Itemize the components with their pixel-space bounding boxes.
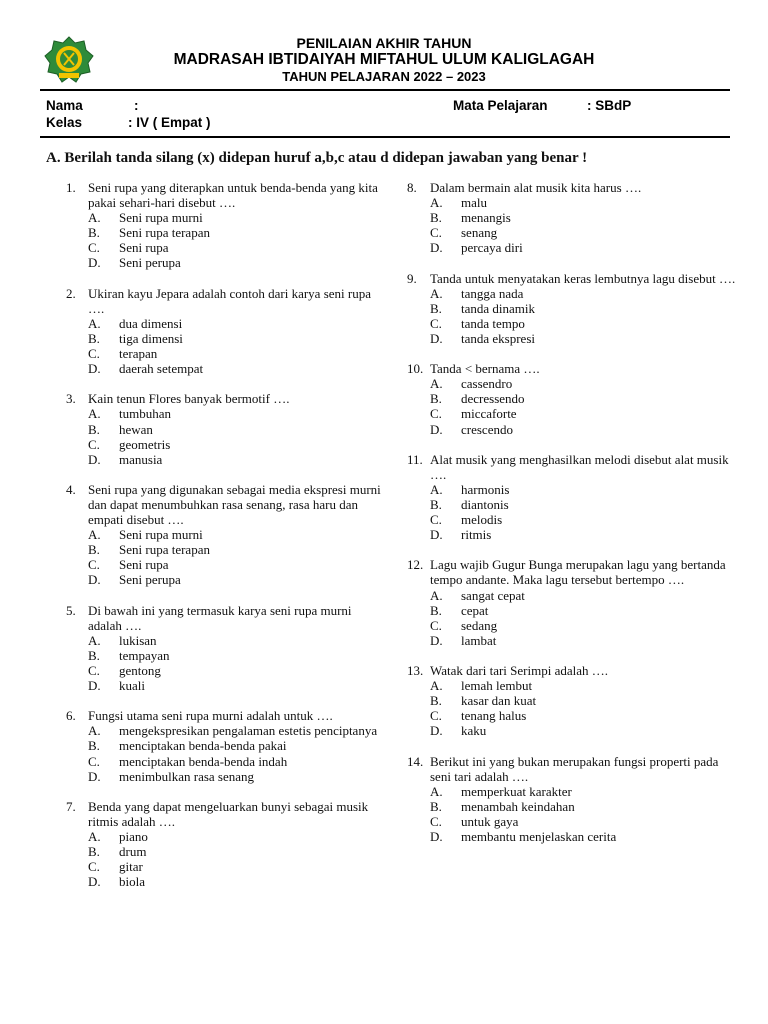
question-text: Watak dari tari Serimpi adalah ….: [430, 663, 609, 678]
option-text: tanda ekspresi: [461, 330, 536, 346]
option-text: tumbuhan: [119, 406, 171, 422]
question-text: Ukiran kayu Jepara adalah contoh dari karya seni rupa ….: [88, 285, 371, 316]
option-text: lemah lembut: [461, 678, 533, 694]
answer-option-d[interactable]: [88, 572, 386, 587]
answer-option-c[interactable]: [88, 859, 386, 874]
option-text: diantonis: [461, 496, 509, 512]
option-letter: C.: [88, 753, 100, 769]
option-letter: D.: [430, 829, 443, 845]
option-text: dua dimensi: [119, 315, 183, 331]
option-text: daerah setempat: [119, 361, 204, 377]
exam-title: PENILAIAN AKHIR TAHUN: [296, 35, 472, 51]
answer-option-d[interactable]: [430, 331, 737, 346]
answer-option-a[interactable]: [430, 678, 737, 693]
answer-option-b[interactable]: [88, 331, 386, 346]
option-letter: D.: [88, 451, 101, 467]
option-text: kuali: [119, 678, 145, 694]
option-letter: B.: [88, 647, 100, 663]
option-letter: C.: [88, 346, 100, 362]
question-14: [407, 754, 737, 845]
option-letter: A.: [430, 285, 443, 301]
option-letter: D.: [430, 421, 443, 437]
option-text: tiga dimensi: [119, 330, 183, 346]
question-number: 9.: [407, 270, 417, 286]
option-letter: A.: [88, 315, 101, 331]
answer-option-d[interactable]: [88, 769, 386, 784]
academic-year: TAHUN PELAJARAN 2022 – 2023: [282, 69, 486, 84]
question-2: [66, 286, 386, 377]
question-1: [66, 180, 386, 271]
option-letter: B.: [430, 602, 442, 618]
option-letter: C.: [430, 813, 442, 829]
answer-option-d[interactable]: [88, 255, 386, 270]
option-text: memperkuat karakter: [461, 783, 572, 799]
option-text: cassendro: [461, 376, 513, 392]
answer-option-b[interactable]: [430, 497, 737, 512]
answer-option-c[interactable]: [430, 225, 737, 240]
option-letter: A.: [88, 829, 101, 845]
option-text: terapan: [119, 346, 158, 362]
answer-option-a[interactable]: [88, 633, 386, 648]
option-letter: C.: [430, 512, 442, 528]
question-number: 6.: [66, 708, 76, 724]
question-text: Lagu wajib Gugur Bunga merupakan lagu yang bertanda tempo andante. Maka lagu tersebut bertempo ….: [430, 557, 726, 588]
option-text: Seni perupa: [119, 255, 181, 271]
answer-option-a[interactable]: [430, 195, 737, 210]
option-text: lambat: [461, 632, 497, 648]
option-text: ritmis: [461, 527, 492, 543]
option-text: kasar dan kuat: [461, 693, 537, 709]
question-number: 2.: [66, 285, 76, 301]
option-text: miccaforte: [461, 406, 517, 422]
questions-left-column: [66, 180, 386, 905]
answer-option-a[interactable]: [430, 286, 737, 301]
option-text: decressendo: [461, 391, 525, 407]
answer-option-c[interactable]: [430, 512, 737, 527]
answer-option-b[interactable]: [430, 799, 737, 814]
school-name: MADRASAH IBTIDAIYAH MIFTAHUL ULUM KALIGLAGAH: [173, 51, 595, 68]
answer-option-c[interactable]: [88, 557, 386, 572]
option-letter: D.: [88, 678, 101, 694]
option-letter: D.: [430, 527, 443, 543]
option-letter: B.: [430, 496, 442, 512]
option-text: gentong: [119, 663, 161, 678]
option-letter: B.: [430, 798, 442, 814]
option-text: Seni rupa terapan: [119, 225, 210, 241]
answer-option-a[interactable]: [88, 406, 386, 421]
question-text: Kain tenun Flores banyak bermotif ….: [88, 391, 290, 407]
option-text: Seni perupa: [119, 572, 181, 588]
question-5: [66, 603, 386, 694]
question-number: 13.: [407, 663, 424, 678]
question-text: Tanda < bernama ….: [430, 361, 540, 377]
option-text: tempayan: [119, 647, 170, 663]
option-text: malu: [461, 195, 487, 211]
option-letter: C.: [430, 406, 442, 422]
option-letter: A.: [430, 195, 443, 211]
question-text: Fungsi utama seni rupa murni adalah untuk ….: [88, 708, 333, 724]
option-letter: A.: [88, 632, 101, 648]
answer-option-d[interactable]: [430, 527, 737, 542]
option-text: harmonis: [461, 481, 510, 497]
question-6: [66, 708, 386, 783]
question-number: 11.: [407, 451, 423, 467]
option-letter: B.: [88, 421, 100, 437]
option-letter: B.: [88, 844, 100, 860]
answer-option-d[interactable]: [430, 723, 737, 738]
option-text: gitar: [119, 859, 143, 875]
question-8: [407, 180, 737, 255]
question-7: [66, 799, 386, 890]
answer-option-b[interactable]: [430, 603, 737, 618]
answer-option-a[interactable]: [88, 723, 386, 738]
option-text: menangis: [461, 210, 511, 226]
option-letter: C.: [430, 708, 442, 724]
option-text: menciptakan benda-benda pakai: [119, 738, 287, 754]
option-letter: B.: [430, 210, 442, 226]
question-10: [407, 361, 737, 436]
option-letter: D.: [88, 572, 101, 588]
option-text: sangat cepat: [461, 587, 525, 603]
answer-option-d[interactable]: [430, 240, 737, 255]
answer-option-b[interactable]: [430, 391, 737, 406]
option-letter: D.: [88, 361, 101, 377]
answer-option-d[interactable]: [88, 452, 386, 467]
option-letter: A.: [430, 481, 443, 497]
answer-option-a[interactable]: [430, 482, 737, 497]
option-letter: C.: [88, 436, 100, 452]
answer-option-b[interactable]: [430, 210, 737, 225]
option-letter: D.: [88, 874, 101, 890]
option-letter: D.: [88, 768, 101, 784]
question-number: 7.: [66, 798, 76, 814]
answer-option-a[interactable]: [88, 829, 386, 844]
question-text: Alat musik yang menghasilkan melodi disebut alat musik ….: [430, 451, 729, 482]
option-letter: A.: [430, 678, 443, 694]
answer-option-c[interactable]: [430, 618, 737, 633]
option-text: tangga nada: [461, 285, 524, 301]
option-text: sedang: [461, 617, 498, 633]
answer-option-b[interactable]: [88, 738, 386, 753]
answer-option-b[interactable]: [88, 542, 386, 557]
option-letter: C.: [88, 663, 100, 678]
option-text: menimbulkan rasa senang: [119, 768, 255, 784]
answer-option-b[interactable]: [88, 648, 386, 663]
question-number: 14.: [407, 753, 424, 769]
answer-option-d[interactable]: [430, 633, 737, 648]
option-text: Seni rupa terapan: [119, 542, 210, 558]
option-letter: C.: [430, 315, 442, 331]
question-text: Tanda untuk menyatakan keras lembutnya lagu disebut ….: [430, 270, 736, 286]
answer-option-d[interactable]: [88, 874, 386, 889]
option-letter: C.: [430, 225, 442, 241]
answer-option-d[interactable]: [88, 678, 386, 693]
question-11: [407, 452, 737, 543]
option-letter: D.: [88, 255, 101, 271]
option-letter: A.: [88, 723, 101, 739]
option-text: piano: [119, 829, 148, 845]
option-letter: A.: [88, 527, 101, 543]
question-number: 12.: [407, 557, 424, 573]
answer-option-c[interactable]: [88, 240, 386, 255]
option-text: lukisan: [119, 632, 157, 648]
option-letter: A.: [88, 210, 101, 226]
option-letter: D.: [430, 330, 443, 346]
option-text: menambah keindahan: [461, 798, 575, 814]
option-text: biola: [119, 874, 145, 890]
question-text: Seni rupa yang diterapkan untuk benda-benda yang kita pakai sehari-hari disebut ….: [88, 180, 378, 211]
answer-option-c[interactable]: [88, 754, 386, 769]
question-text: Seni rupa yang digunakan sebagai media ekspresi murni dan dapat menumbuhkan rasa senang, rasa haru dan empati disebut ….: [88, 481, 381, 528]
option-text: manusia: [119, 451, 163, 467]
questions-right-column: [407, 180, 737, 859]
question-9: [407, 271, 737, 346]
answer-option-c[interactable]: [430, 708, 737, 723]
question-3: [66, 391, 386, 466]
option-letter: D.: [430, 240, 443, 256]
nama-value[interactable]: :: [134, 98, 139, 113]
option-text: tanda dinamik: [461, 300, 536, 316]
header-divider: [40, 89, 730, 91]
option-text: senang: [461, 225, 498, 241]
option-text: untuk gaya: [461, 813, 519, 829]
kelas-label: Kelas: [46, 115, 83, 130]
answer-option-a[interactable]: [430, 784, 737, 799]
info-divider: [40, 136, 730, 138]
question-13: [407, 663, 737, 738]
answer-option-b[interactable]: [430, 693, 737, 708]
option-text: hewan: [119, 421, 153, 437]
answer-option-b[interactable]: [88, 422, 386, 437]
answer-option-a[interactable]: [88, 210, 386, 225]
option-letter: D.: [430, 723, 443, 739]
answer-option-d[interactable]: [430, 829, 737, 844]
option-text: mengekspresikan pengalaman estetis penciptanya: [119, 723, 378, 739]
answer-option-c[interactable]: [88, 346, 386, 361]
option-letter: A.: [430, 376, 443, 392]
option-text: membantu menjelaskan cerita: [461, 829, 617, 845]
option-letter: D.: [430, 632, 443, 648]
option-letter: C.: [88, 859, 100, 875]
option-text: geometris: [119, 436, 171, 452]
option-text: tanda tempo: [461, 315, 525, 331]
answer-option-b[interactable]: [430, 301, 737, 316]
option-text: crescendo: [461, 421, 513, 437]
option-letter: A.: [430, 587, 443, 603]
option-letter: A.: [88, 406, 101, 422]
option-letter: C.: [88, 240, 100, 256]
question-number: 5.: [66, 602, 76, 618]
question-12: [407, 557, 737, 648]
option-letter: B.: [430, 391, 442, 407]
option-text: kaku: [461, 723, 487, 739]
answer-option-c[interactable]: [430, 406, 737, 421]
question-text: Di bawah ini yang termasuk karya seni rupa murni adalah ….: [88, 602, 352, 633]
option-letter: B.: [88, 330, 100, 346]
kelas-value: : IV ( Empat ): [128, 115, 211, 130]
answer-option-b[interactable]: [88, 844, 386, 859]
answer-option-d[interactable]: [430, 422, 737, 437]
question-4: [66, 482, 386, 588]
question-number: 3.: [66, 391, 76, 407]
option-text: menciptakan benda-benda indah: [119, 753, 288, 769]
option-letter: C.: [88, 557, 100, 573]
mapel-value: : SBdP: [587, 98, 632, 113]
answer-option-b[interactable]: [88, 225, 386, 240]
option-text: Seni rupa murni: [119, 210, 203, 226]
option-text: drum: [119, 844, 147, 860]
question-number: 8.: [407, 180, 417, 195]
option-text: percaya diri: [461, 240, 523, 256]
option-letter: B.: [88, 738, 100, 754]
option-letter: B.: [88, 225, 100, 241]
question-text: Berikut ini yang bukan merupakan fungsi properti pada seni tari adalah ….: [430, 753, 719, 784]
answer-option-c[interactable]: [88, 663, 386, 678]
option-letter: A.: [430, 783, 443, 799]
option-text: cepat: [461, 602, 489, 618]
option-letter: B.: [430, 300, 442, 316]
section-instruction: A. Berilah tanda silang (x) didepan huruf a,b,c atau d didepan jawaban yang benar !: [46, 150, 588, 166]
question-number: 4.: [66, 481, 76, 497]
nama-label: Nama: [46, 98, 83, 113]
option-letter: B.: [430, 693, 442, 709]
answer-option-c[interactable]: [88, 437, 386, 452]
question-number: 1.: [66, 180, 76, 195]
option-text: Seni rupa murni: [119, 527, 203, 543]
answer-option-c[interactable]: [430, 814, 737, 829]
mapel-label: Mata Pelajaran: [453, 98, 548, 113]
answer-option-a[interactable]: [430, 376, 737, 391]
option-text: Seni rupa: [119, 240, 169, 256]
option-text: tenang halus: [461, 708, 527, 724]
answer-option-d[interactable]: [88, 361, 386, 376]
question-text: Dalam bermain alat musik kita harus ….: [430, 180, 642, 195]
question-text: Benda yang dapat mengeluarkan bunyi sebagai musik ritmis adalah ….: [88, 798, 369, 829]
answer-option-a[interactable]: [88, 527, 386, 542]
option-letter: B.: [88, 542, 100, 558]
option-text: melodis: [461, 512, 503, 528]
question-number: 10.: [407, 361, 424, 377]
option-text: Seni rupa: [119, 557, 169, 573]
answer-option-a[interactable]: [88, 316, 386, 331]
answer-option-c[interactable]: [430, 316, 737, 331]
answer-option-a[interactable]: [430, 588, 737, 603]
option-letter: C.: [430, 617, 442, 633]
